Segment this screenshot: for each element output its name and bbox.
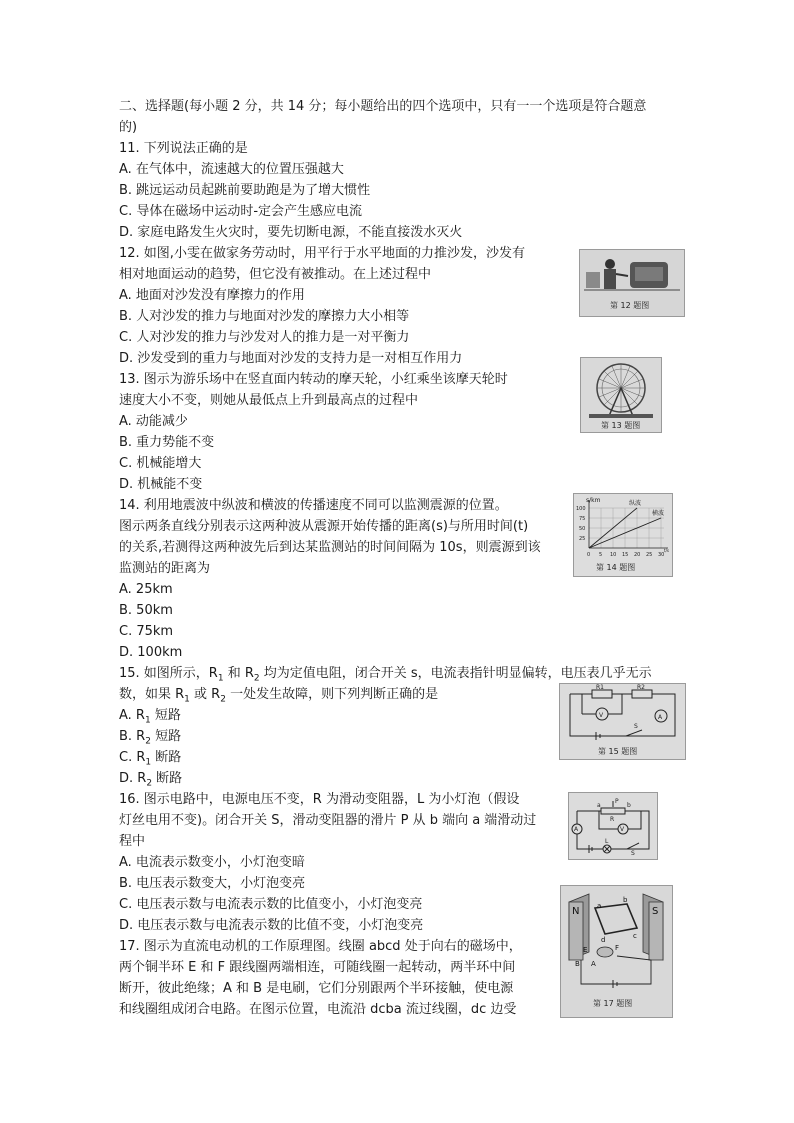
figure-13-caption: 第 13 题图: [601, 421, 641, 430]
figure-16: [568, 792, 658, 860]
fig14-ytick-75: 75: [579, 516, 586, 522]
q14-stem-line4: 监测站的距离为: [119, 561, 211, 576]
fig15-voltmeter: V: [599, 712, 604, 719]
figure-12-caption: 第 12 题图: [610, 301, 650, 310]
fig15-r2: R2: [637, 684, 645, 691]
q14-option-b: B. 50km: [119, 603, 173, 618]
q11-stem: 11. 下列说法正确的是: [119, 141, 248, 156]
fig17-b: b: [623, 896, 628, 904]
fig14-ytick-100: 100: [576, 506, 586, 512]
q16-option-d: D. 电压表示数与电流表示数的比值不变，小灯泡变亮: [119, 918, 424, 933]
q16-option-b: B. 电压表示数变大，小灯泡变亮: [119, 876, 306, 891]
q11-option-b: B. 跳远运动员起跳前要助跑是为了增大惯性: [119, 183, 371, 198]
q11-option-c: C. 导体在磁场中运动时-定会产生感应电流: [119, 204, 363, 219]
q14-option-d: D. 100km: [119, 645, 183, 660]
fig15-switch: S: [634, 723, 638, 730]
fig14-xtick-25: 25: [646, 552, 653, 558]
fig15-ammeter: A: [658, 714, 663, 721]
fig14-xtick-20: 20: [634, 552, 641, 558]
fig17-a: a: [597, 902, 602, 910]
figure-17-caption: 第 17 题图: [593, 999, 633, 1008]
q15-stem-line2: 数，如果 $R_1$ 或 $R_2$ 一处发生故障，则下列判断正确的是: [119, 687, 439, 705]
q15-option-c: C. $R_1$ 断路: [119, 750, 182, 768]
fig16-ammeter: A: [574, 826, 579, 833]
q16-option-c: C. 电压表示数与电流表示数的比值变小，小灯泡变亮: [119, 897, 423, 912]
q14-option-a: A. 25km: [119, 582, 173, 597]
q13-option-c: C. 机械能增大: [119, 456, 202, 471]
q16-stem-line3: 程中: [119, 834, 146, 849]
fig14-ytick-50: 50: [579, 526, 586, 532]
fig14-xtick-15: 15: [622, 552, 629, 558]
fig14-xtick-0: 0: [587, 552, 591, 558]
q12-option-c: C. 人对沙发的推力与沙发对人的推力是一对平衡力: [119, 330, 410, 345]
q15-option-d: D. $R_2$ 断路: [119, 771, 183, 789]
q13-option-b: B. 重力势能不变: [119, 435, 215, 450]
q14-stem-line1: 14. 利用地震波中纵波和横波的传播速度不同可以监测震源的位置。: [119, 498, 508, 513]
figure-14: [573, 493, 673, 577]
fig17-brush-b: B: [575, 960, 580, 968]
section-heading-line1: 二、选择题(每小题 2 分，共 14 分；每小题给出的四个选项中，只有一一个选项是符合题意: [119, 99, 647, 114]
q12-option-a: A. 地面对沙发没有摩擦力的作用: [119, 288, 305, 303]
q12-stem-line1: 12. 如图,小雯在做家务劳动时，用平行于水平地面的力推沙发，沙发有: [119, 246, 525, 261]
q12-stem-line2: 相对地面运动的趋势，但它没有被推动。在上述过程中: [119, 267, 432, 282]
fig17-south: S: [652, 906, 659, 917]
q15-option-a: A. $R_1$ 短路: [119, 708, 181, 726]
fig17-c: c: [633, 932, 637, 940]
q16-stem-line1: 16. 图示电路中，电源电压不变，R 为滑动变阻器，L 为小灯泡（假设: [119, 792, 520, 807]
q14-stem-line3: 的关系,若测得这两种波先后到达某监测站的时间间隔为 10s，则震源到该: [119, 540, 541, 555]
fig15-r1: R1: [596, 684, 604, 691]
figure-15: [559, 683, 686, 760]
fig14-ylabel: s/km: [586, 497, 601, 504]
figure-13: [580, 357, 662, 433]
fig17-brush-a: A: [591, 960, 596, 968]
fig14-transverse-label: 横波: [652, 510, 665, 517]
fig14-xunit: t/s: [664, 548, 669, 553]
fig16-b: b: [627, 802, 631, 809]
figure-17: [560, 885, 673, 1018]
fig14-xtick-5: 5: [599, 552, 603, 558]
fig14-xtick-10: 10: [610, 552, 617, 558]
q17-stem-line3: 断开，彼此绝缘；A 和 B 是电刷，它们分别跟两个半环接触，使电源: [119, 981, 514, 996]
fig16-lamp: L: [605, 838, 609, 845]
fig14-longitudinal-label: 纵波: [629, 500, 642, 507]
q17-stem-line1: 17. 图示为直流电动机的工作原理图。线圈 abcd 处于向右的磁场中，: [119, 939, 522, 954]
fig16-a: a: [597, 802, 601, 809]
fig17-north: N: [572, 906, 580, 917]
q12-option-d: D. 沙发受到的重力与地面对沙发的支持力是一对相互作用力: [119, 351, 463, 366]
fig14-xtick-30: 30: [658, 552, 665, 558]
q14-stem-line2: 图示两条直线分别表示这两种波从震源开始传播的距离(s)与所用时间(t): [119, 519, 529, 534]
fig14-ytick-25: 25: [579, 536, 586, 542]
q14-option-c: C. 75km: [119, 624, 174, 639]
q12-option-b: B. 人对沙发的推力与地面对沙发的摩擦力大小相等: [119, 309, 410, 324]
q13-stem-line2: 速度大小不变，则她从最低点上升到最高点的过程中: [119, 393, 419, 408]
fig16-p: P: [615, 798, 619, 805]
fig17-ring-f: F: [615, 944, 620, 952]
q16-stem-line2: 灯丝电用不变)。闭合开关 S，滑动变阻器的滑片 P 从 b 端向 a 端滑动过: [119, 813, 537, 828]
q16-option-a: A. 电流表示数变小，小灯泡变暗: [119, 855, 305, 870]
figure-14-caption: 第 14 题图: [596, 563, 636, 572]
q13-option-d: D. 机械能不变: [119, 477, 203, 492]
q15-option-b: B. $R_2$ 短路: [119, 729, 182, 747]
q17-stem-line4: 和线圈组成闭合电路。在图示位置，电流沿 dcba 流过线圈，dc 边受: [119, 1002, 517, 1017]
fig16-r: R: [610, 816, 615, 823]
q15-stem-line1: 15. 如图所示，$R_1$ 和 $R_2$ 均为定值电阻，闭合开关 s，电流表指针明显偏转，电压表几乎无示: [119, 666, 652, 684]
figure-12: [579, 249, 685, 317]
section-heading-line2: 的): [119, 120, 138, 135]
fig17-ring-e: E: [583, 946, 588, 954]
q13-stem-line1: 13. 图示为游乐场中在竖直面内转动的摩天轮，小红乘坐该摩天轮时: [119, 372, 508, 387]
circuit-16: [569, 793, 657, 859]
fig17-d: d: [601, 936, 606, 944]
q11-option-d: D. 家庭电路发生火灾时，要先切断电源，不能直接泼水灭火: [119, 225, 463, 240]
q13-option-a: A. 动能减少: [119, 414, 188, 429]
q11-option-a: A. 在气体中，流速越大的位置压强越大: [119, 162, 344, 177]
figure-15-caption: 第 15 题图: [598, 747, 638, 756]
fig16-voltmeter: V: [620, 826, 625, 833]
q17-stem-line2: 两个铜半环 E 和 F 跟线圈两端相连，可随线圈一起转动，两半环中间: [119, 960, 516, 975]
fig16-switch: S: [631, 850, 635, 857]
